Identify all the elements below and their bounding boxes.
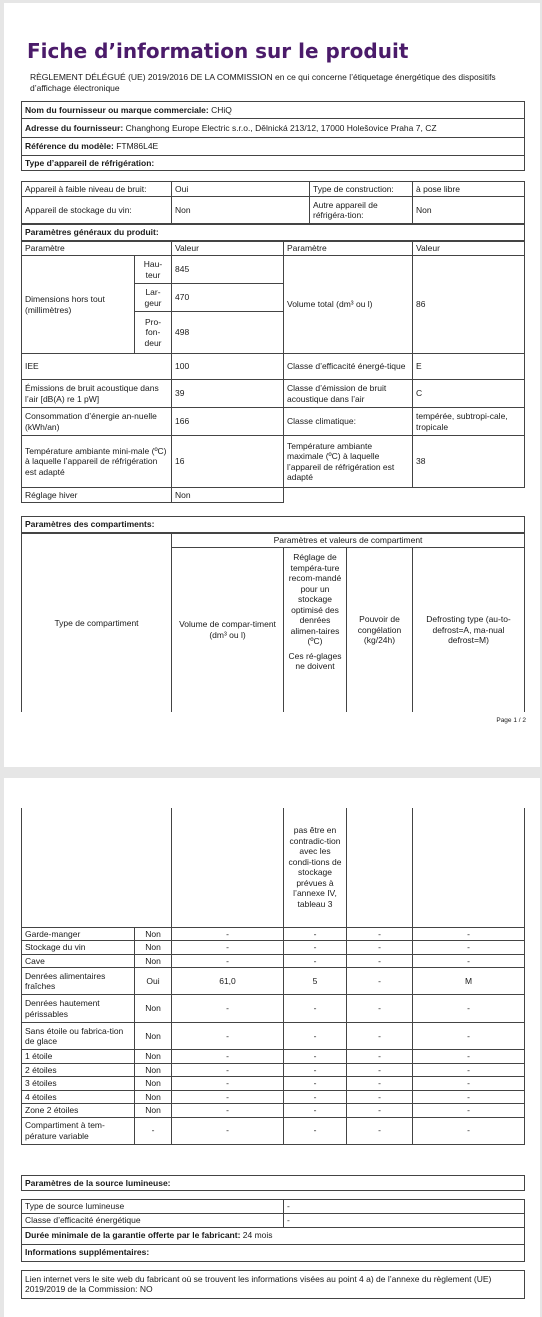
supplier-label: Nom du fournisseur ou marque commerciale:: [25, 104, 209, 115]
comp-freeze-header: Pouvoir de congélation (kg/24h): [347, 548, 413, 712]
compartment-freeze: -: [347, 954, 413, 968]
compartment-defrost: -: [413, 995, 525, 1023]
spacer: [22, 1261, 525, 1270]
warranty-row: [22, 1227, 525, 1244]
compartment-defrost: -: [413, 1023, 525, 1050]
light-header: Paramètres de la source lumineuse:: [22, 1176, 525, 1191]
width-label: Lar-geur: [135, 284, 172, 312]
compartment-temp: -: [284, 954, 347, 968]
empty-cell: [22, 808, 172, 927]
table-row: [22, 1104, 525, 1118]
height-value: 845: [172, 256, 284, 284]
width-value: 470: [172, 284, 284, 312]
compartment-present: Non: [135, 995, 172, 1023]
compartment-temp: -: [284, 1077, 347, 1091]
type-value: Oui: [172, 182, 310, 197]
type-table: [21, 181, 525, 224]
address-value: Changhong Europe Electric s.r.o., Dělnická 213/12, 17000 Holešovice Praha 7, CZ: [125, 122, 437, 133]
compartment-defrost: -: [413, 1117, 525, 1144]
compartment-vol: -: [172, 954, 284, 968]
type-label: Appareil de stockage du vin:: [22, 197, 172, 224]
compartment-temp: -: [284, 941, 347, 955]
compartment-defrost: -: [413, 1077, 525, 1091]
address-row: [22, 119, 525, 138]
compartment-temp: -: [284, 1117, 347, 1144]
compartment-present: Non: [135, 1104, 172, 1118]
compartment-freeze: -: [347, 995, 413, 1023]
compartment-defrost: -: [413, 927, 525, 941]
compartment-defrost: -: [413, 941, 525, 955]
comp-temp-header-text: Réglage de tempéra-ture recom-mandé pour un stockage optimisé des denrées alimen-taires (ºC): [288, 552, 342, 646]
table-row: [22, 995, 525, 1023]
param-label: Consommation d’énergie an-nuelle (kWh/an): [22, 408, 172, 436]
param-label: Température ambiante mini-male (ºC) à laquelle l’appareil de réfrigération est adapté: [22, 436, 172, 488]
depth-value: 498: [172, 312, 284, 354]
type-row: [22, 197, 525, 224]
compartments-header-table: [21, 516, 525, 533]
dimensions-label: Dimensions hors tout (millimètres): [22, 256, 135, 354]
compartment-defrost: -: [413, 1050, 525, 1064]
compartments-header: Paramètres des compartiments:: [22, 517, 525, 533]
compartment-name: Garde-manger: [22, 927, 135, 941]
link-text: Lien internet vers le site web du fabricant où se trouvent les informations visées au point 4 a) de l’annexe du règlement (UE) 2019/2019 de la Commission:: [25, 1273, 492, 1294]
compartment-name: Compartiment à tem-pérature variable: [22, 1117, 135, 1144]
compartment-vol: -: [172, 1023, 284, 1050]
compartment-vol: -: [172, 1050, 284, 1064]
table-row: [22, 1090, 525, 1104]
compartment-freeze: -: [347, 927, 413, 941]
general-row: [22, 408, 525, 436]
general-table: [21, 241, 525, 503]
col-header-param: Paramètre: [284, 242, 413, 256]
compartment-freeze: -: [347, 1117, 413, 1144]
regulation-text: RÈGLEMENT DÉLÉGUÉ (UE) 2019/2016 DE LA COMMISSION en ce qui concerne l’étiquetage énergétique des dispositifs d’affichage électronique: [30, 72, 496, 93]
compartment-present: Non: [135, 1050, 172, 1064]
warranty-label: Durée minimale de la garantie offerte par le fabricant:: [25, 1230, 241, 1241]
col-header-value: Valeur: [413, 242, 525, 256]
general-row: [22, 354, 525, 380]
light-type-label: Type de source lumineuse: [22, 1200, 284, 1214]
address-label: Adresse du fournisseur:: [25, 122, 124, 133]
compartment-name: Stockage du vin: [22, 941, 135, 955]
compartment-freeze: -: [347, 1063, 413, 1077]
compartment-freeze: -: [347, 1090, 413, 1104]
table-row: [22, 927, 525, 941]
table-row: [22, 954, 525, 968]
param-value: 39: [172, 380, 284, 408]
param-value: tempérée, subtropi-cale, tropicale: [413, 408, 525, 436]
compartment-freeze: -: [347, 1104, 413, 1118]
compartments-table: [21, 808, 525, 1145]
compartment-present: Non: [135, 1090, 172, 1104]
type-header: Type d’appareil de réfrigération:: [22, 156, 525, 171]
compartment-present: Non: [135, 941, 172, 955]
compartment-vol: -: [172, 1063, 284, 1077]
param-value: 38: [413, 436, 525, 488]
param-label: Température ambiante maximale (ºC) à laquelle l’appareil de réfrigération est adapté: [284, 436, 413, 488]
table-row: [22, 1050, 525, 1064]
type-label: Appareil à faible niveau de bruit:: [22, 182, 172, 197]
comp-temp-header: [284, 548, 347, 712]
model-value: FTM86L4E: [116, 141, 159, 152]
param-value: 16: [172, 436, 284, 488]
table-row: [22, 1077, 525, 1091]
comp-volume-header: Volume de compar-timent (dm³ ou l): [172, 548, 284, 712]
param-label: Émissions de bruit acoustique dans l’air [dB(A) re 1 pW]: [22, 380, 172, 408]
compartment-defrost: -: [413, 1104, 525, 1118]
page-2: [4, 778, 540, 1317]
table-row: [22, 941, 525, 955]
general-header: Paramètres généraux du produit:: [22, 225, 525, 241]
compartment-freeze: -: [347, 1077, 413, 1091]
compartment-vol: -: [172, 1090, 284, 1104]
type-label: Autre appareil de réfrigéra-tion:: [310, 197, 413, 224]
compartment-present: Oui: [135, 968, 172, 995]
compartment-name: 4 étoiles: [22, 1090, 135, 1104]
type-value: à pose libre: [413, 182, 525, 197]
light-class-value: -: [284, 1213, 525, 1227]
depth-label: Pro-fon-deur: [135, 312, 172, 354]
compartment-temp: 5: [284, 968, 347, 995]
table-row: [22, 1063, 525, 1077]
compartment-present: Non: [135, 1077, 172, 1091]
param-value: C: [413, 380, 525, 408]
height-label: Hau-teur: [135, 256, 172, 284]
compartment-defrost: -: [413, 954, 525, 968]
param-label: Classe climatique:: [284, 408, 413, 436]
supplier-value: CHiQ: [211, 104, 232, 115]
compartment-present: Non: [135, 1063, 172, 1077]
compartment-temp: -: [284, 995, 347, 1023]
page-number: Page 1 / 2: [496, 717, 526, 724]
light-class-label: Classe d’efficacité énergétique: [22, 1213, 284, 1227]
general-row: [22, 436, 525, 488]
compartment-name: Sans étoile ou fabrica-tion de glace: [22, 1023, 135, 1050]
compartment-defrost: -: [413, 1090, 525, 1104]
model-row: [22, 138, 525, 156]
link-value: NO: [139, 1284, 153, 1294]
compartment-present: -: [135, 1117, 172, 1144]
compartment-temp: -: [284, 1063, 347, 1077]
compartments-head-table: [21, 533, 525, 712]
param-label: IEE: [22, 354, 172, 380]
compartment-freeze: -: [347, 941, 413, 955]
page-title: Fiche d’information sur le produit: [27, 39, 409, 63]
comp-params-header: Paramètres et valeurs de compartiment: [172, 534, 525, 548]
light-table: [21, 1175, 525, 1299]
param-label: Classe d’efficacité énergé-tique: [284, 354, 413, 380]
compartment-name: 3 étoiles: [22, 1077, 135, 1091]
compartment-name: Zone 2 étoiles: [22, 1104, 135, 1118]
winter-label: Réglage hiver: [22, 488, 172, 503]
param-value: 166: [172, 408, 284, 436]
compartment-freeze: -: [347, 968, 413, 995]
type-row: [22, 182, 525, 197]
comp-defrost-header: Defrosting type (au-to-defrost=A, ma-nual defrost=M): [413, 548, 525, 712]
col-header-value: Valeur: [172, 242, 284, 256]
compartment-vol: -: [172, 927, 284, 941]
empty-cell: [347, 808, 413, 927]
compartment-freeze: -: [347, 1023, 413, 1050]
warranty-value: 24 mois: [242, 1230, 273, 1241]
info-header: Informations supplémentaires:: [22, 1244, 525, 1261]
comp-temp-header-cont: pas être en contradic-tion avec les condi-tions de stockage prévues à l’annexe IV, tableau 3: [284, 808, 347, 927]
compartment-name: Cave: [22, 954, 135, 968]
table-row: [22, 1023, 525, 1050]
compartment-present: Non: [135, 927, 172, 941]
comp-type-header: Type de compartiment: [22, 534, 172, 712]
compartment-defrost: -: [413, 1063, 525, 1077]
general-header-table: [21, 224, 525, 241]
type-value: Non: [413, 197, 525, 224]
compartment-name: Denrées hautement périssables: [22, 995, 135, 1023]
empty-cell: [284, 488, 525, 503]
compartment-vol: -: [172, 1077, 284, 1091]
table-row: [22, 968, 525, 995]
compartment-temp: -: [284, 1090, 347, 1104]
compartment-vol: -: [172, 1104, 284, 1118]
param-value: 100: [172, 354, 284, 380]
volume-value: 86: [413, 256, 525, 354]
spacer: [22, 1191, 525, 1200]
empty-cell: [172, 808, 284, 927]
volume-label: Volume total (dm³ ou l): [284, 256, 413, 354]
page-1: [4, 3, 540, 767]
supplier-row: [22, 102, 525, 119]
compartment-vol: 61,0: [172, 968, 284, 995]
compartment-temp: -: [284, 1023, 347, 1050]
compartment-temp: -: [284, 1104, 347, 1118]
compartment-vol: -: [172, 1117, 284, 1144]
compartment-freeze: -: [347, 1050, 413, 1064]
compartment-vol: -: [172, 941, 284, 955]
compartment-vol: -: [172, 995, 284, 1023]
product-info-table: [21, 101, 525, 171]
param-label: Classe d’émission de bruit acoustique dans l’air: [284, 380, 413, 408]
param-value: E: [413, 354, 525, 380]
compartment-temp: -: [284, 927, 347, 941]
compartment-present: Non: [135, 1023, 172, 1050]
compartment-name: Denrées alimentaires fraîches: [22, 968, 135, 995]
col-header-param: Paramètre: [22, 242, 172, 256]
link-row: [22, 1270, 525, 1298]
empty-cell: [413, 808, 525, 927]
model-label: Référence du modèle:: [25, 141, 114, 152]
table-row: [22, 1117, 525, 1144]
compartment-name: 1 étoile: [22, 1050, 135, 1064]
winter-value: Non: [172, 488, 284, 503]
type-value: Non: [172, 197, 310, 224]
type-label: Type de construction:: [310, 182, 413, 197]
compartment-name: 2 étoiles: [22, 1063, 135, 1077]
compartment-present: Non: [135, 954, 172, 968]
compartment-defrost: M: [413, 968, 525, 995]
compartment-temp: -: [284, 1050, 347, 1064]
general-row: [22, 380, 525, 408]
comp-temp-header-text-2: Ces ré-glages ne doivent: [288, 650, 342, 671]
light-type-value: -: [284, 1200, 525, 1214]
